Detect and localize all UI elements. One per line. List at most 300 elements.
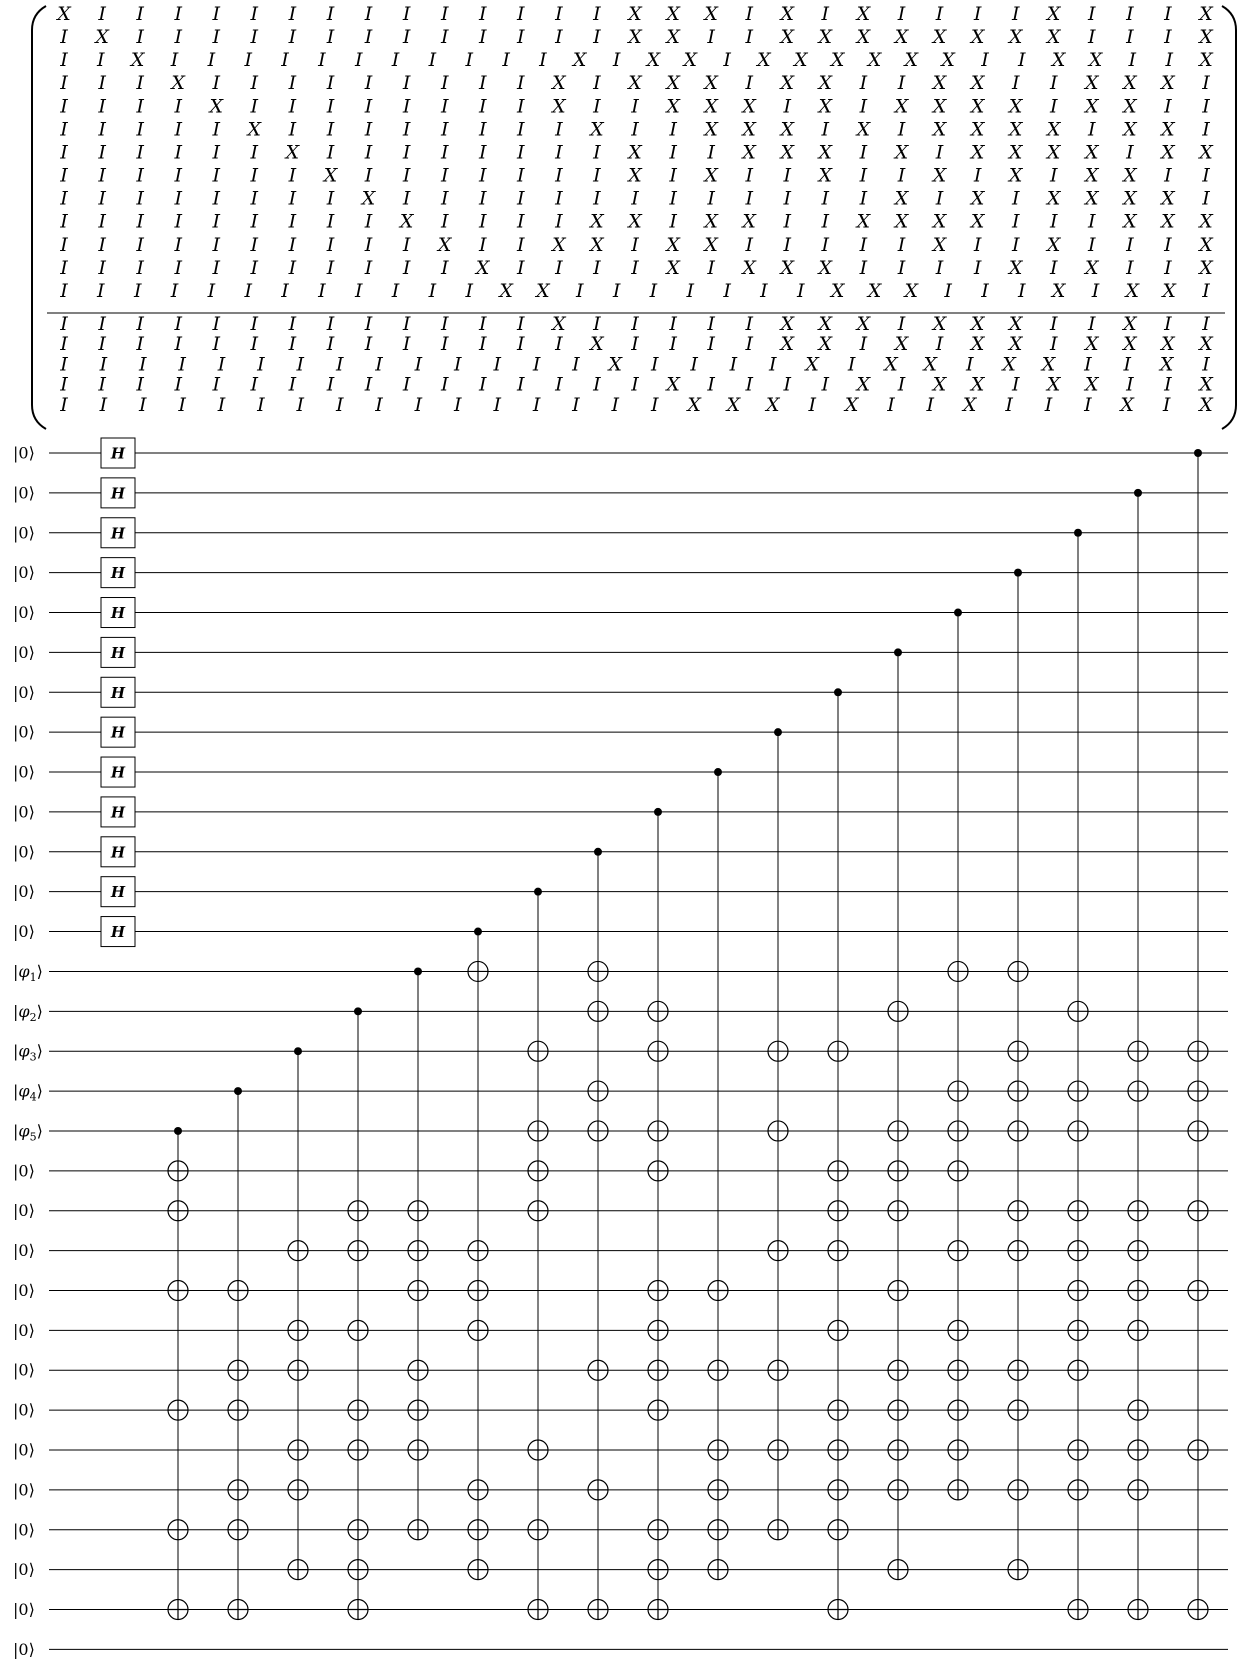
hadamard-label: H: [110, 604, 126, 623]
matrix-entry: I: [402, 141, 411, 164]
matrix-entry: I: [281, 280, 289, 302]
cnot-gate: [888, 648, 908, 1579]
matrix-entry: I: [326, 313, 335, 335]
matrix-entry: I: [250, 333, 259, 356]
matrix-entry: X: [1159, 353, 1174, 376]
matrix-entry: I: [669, 164, 677, 187]
wire-label: |0⟩: [13, 563, 35, 583]
matrix-entry: X: [1008, 333, 1023, 356]
wire-label: |0⟩: [13, 1201, 35, 1221]
target-oplus: [828, 1241, 848, 1261]
matrix-entry: X: [780, 313, 795, 335]
matrix-entry: I: [257, 393, 265, 416]
hadamard-gate: [101, 917, 135, 947]
matrix-entry: I: [335, 353, 344, 376]
target-oplus: [708, 1440, 728, 1460]
hadamard-label: H: [110, 444, 126, 463]
matrix-entry: I: [1049, 256, 1058, 279]
matrix-entry: X: [437, 233, 452, 256]
matrix-entry: I: [1088, 3, 1096, 25]
matrix-entry: I: [897, 72, 906, 95]
matrix-entry: I: [288, 256, 297, 279]
target-oplus: [888, 1001, 908, 1021]
matrix-entry: X: [247, 118, 262, 141]
target-oplus: [348, 1560, 368, 1580]
matrix-entry: X: [1199, 26, 1213, 49]
quantum-circuit: [13, 438, 1228, 1659]
matrix-entry: X: [830, 49, 845, 72]
matrix-entry: I: [783, 95, 792, 118]
matrix-entry: X: [628, 210, 642, 233]
matrix-entry: X: [742, 118, 756, 141]
matrix-entry: I: [364, 333, 373, 356]
hadamard-gate: [101, 837, 135, 867]
wire-label: |0⟩: [13, 1480, 35, 1500]
target-oplus: [888, 1201, 908, 1221]
matrix-entry: I: [821, 233, 830, 256]
matrix-entry: X: [970, 210, 985, 233]
matrix-entry: X: [780, 256, 795, 279]
matrix-entry: X: [399, 210, 414, 233]
target-oplus: [1008, 1480, 1028, 1500]
matrix-entry: X: [704, 3, 718, 25]
matrix-entry: I: [1088, 313, 1096, 335]
matrix-entry: I: [98, 313, 106, 335]
target-oplus: [768, 1241, 788, 1261]
matrix-entry: X: [780, 333, 795, 356]
matrix-entry: I: [244, 280, 252, 302]
matrix-entry: X: [95, 26, 109, 49]
matrix-entry: I: [707, 141, 715, 164]
matrix-entry: X: [742, 256, 756, 279]
matrix-entry: I: [60, 187, 68, 210]
matrix-entry: I: [478, 95, 487, 118]
matrix-entry: I: [174, 333, 182, 356]
matrix-entry: X: [970, 95, 985, 118]
matrix-entry: I: [517, 118, 525, 141]
matrix-entry: X: [666, 233, 680, 256]
matrix-entry: I: [60, 26, 68, 49]
matrix-entry: I: [318, 280, 326, 302]
matrix-entry: I: [1164, 233, 1172, 256]
wire-label: |0⟩: [13, 1600, 35, 1619]
matrix-entry: X: [590, 233, 604, 256]
matrix-cells: [55, 3, 1214, 416]
matrix-entry: I: [935, 141, 944, 164]
matrix-entry: I: [859, 141, 868, 164]
matrix-entry: I: [288, 164, 297, 187]
matrix-entry: I: [493, 353, 501, 376]
matrix-entry: X: [932, 210, 947, 233]
matrix-entry: I: [478, 187, 487, 210]
matrix-entry: I: [250, 256, 259, 279]
target-oplus: [948, 1081, 968, 1101]
matrix-entry: I: [440, 210, 449, 233]
matrix-entry: I: [354, 49, 363, 72]
wire-label: |0⟩: [13, 642, 35, 662]
matrix-entry: I: [136, 187, 144, 210]
wire-label: $|\varphi_4⟩$: [13, 1081, 43, 1104]
matrix-entry: I: [897, 164, 906, 187]
matrix-entry: I: [288, 3, 297, 25]
target-oplus: [948, 1121, 968, 1141]
matrix-entry: I: [555, 373, 563, 396]
matrix-entry: X: [171, 72, 185, 95]
hadamard-label: H: [110, 843, 126, 862]
target-oplus: [228, 1600, 248, 1620]
matrix-entry: I: [296, 353, 305, 376]
target-oplus: [768, 1520, 788, 1540]
matrix-entry: I: [965, 353, 974, 376]
target-oplus: [768, 1121, 788, 1141]
matrix-entry: X: [1199, 210, 1213, 233]
matrix-entry: I: [555, 164, 563, 187]
matrix-entry: I: [136, 210, 144, 233]
matrix-entry: I: [631, 333, 639, 356]
hadamard-gate: [101, 637, 135, 667]
matrix-entry: I: [593, 187, 601, 210]
matrix-entry: I: [326, 95, 335, 118]
matrix-entry: X: [1046, 26, 1061, 49]
matrix-entry: I: [1202, 353, 1210, 376]
matrix-entry: I: [631, 313, 639, 335]
matrix-entry: I: [98, 333, 106, 356]
matrix-entry: I: [136, 118, 144, 141]
matrix-entry: I: [593, 256, 601, 279]
matrix-entry: I: [364, 210, 373, 233]
matrix-entry: X: [590, 210, 604, 233]
matrix-entry: I: [136, 373, 144, 396]
matrix-entry: I: [250, 26, 259, 49]
matrix-entry: I: [707, 187, 715, 210]
matrix-entry: I: [60, 118, 68, 141]
target-oplus: [1068, 1201, 1088, 1221]
matrix-entry: I: [288, 72, 297, 95]
wire-label: |0⟩: [13, 722, 35, 742]
matrix-entry: I: [402, 333, 411, 356]
matrix-entry: X: [552, 95, 566, 118]
matrix-entry: I: [136, 95, 144, 118]
target-oplus: [1008, 1560, 1028, 1580]
matrix-entry: I: [174, 256, 182, 279]
matrix-entry: X: [932, 95, 947, 118]
matrix-entry: X: [894, 141, 909, 164]
matrix-entry: I: [1049, 210, 1058, 233]
wire-label: |0⟩: [13, 1320, 35, 1340]
control-dot: [174, 1127, 182, 1135]
matrix-entry: I: [745, 333, 753, 356]
wire-label: |0⟩: [13, 1281, 35, 1300]
target-oplus: [1068, 1320, 1088, 1340]
matrix-entry: I: [572, 353, 580, 376]
matrix-entry: X: [1085, 95, 1099, 118]
matrix-entry: X: [628, 26, 642, 49]
matrix-entry: I: [517, 72, 525, 95]
matrix-entry: X: [209, 95, 224, 118]
matrix-entry: X: [361, 187, 376, 210]
matrix-entry: I: [1088, 26, 1096, 49]
matrix-entry: X: [666, 373, 680, 396]
matrix-entry: X: [552, 233, 566, 256]
target-oplus: [888, 1360, 908, 1380]
control-dot: [354, 1007, 362, 1015]
target-oplus: [168, 1161, 188, 1181]
cnot-gate: [288, 1047, 308, 1579]
wire-label: |0⟩: [13, 1241, 35, 1261]
matrix-entry: I: [1084, 353, 1092, 376]
matrix-entry: I: [139, 353, 147, 376]
target-oplus: [828, 1480, 848, 1500]
matrix-entry: I: [136, 256, 144, 279]
matrix-entry: X: [794, 49, 808, 72]
target-oplus: [408, 1440, 428, 1460]
matrix-entry: I: [98, 141, 106, 164]
matrix-entry: X: [1002, 353, 1016, 376]
matrix-entry: I: [212, 3, 221, 25]
matrix-entry: X: [628, 3, 642, 25]
matrix-entry: X: [1199, 3, 1213, 25]
target-oplus: [708, 1360, 728, 1380]
matrix-entry: X: [666, 3, 680, 25]
matrix-entry: I: [1165, 49, 1173, 72]
matrix-entry: X: [970, 118, 985, 141]
hadamard-label: H: [110, 883, 126, 902]
matrix-entry: I: [502, 49, 510, 72]
matrix-entry: I: [217, 353, 226, 376]
matrix-entry: X: [704, 72, 718, 95]
target-oplus: [1188, 1041, 1208, 1061]
matrix-entry: I: [391, 280, 400, 302]
matrix-entry: I: [1011, 72, 1020, 95]
wire-label: |0⟩: [13, 682, 35, 702]
matrix-entry: I: [973, 3, 982, 25]
matrix-entry: I: [745, 72, 753, 95]
matrix-entry: I: [402, 3, 411, 25]
matrix-entry: I: [212, 187, 221, 210]
matrix-entry: X: [666, 72, 680, 95]
matrix-entry: X: [932, 118, 947, 141]
matrix-entry: X: [1123, 210, 1137, 233]
matrix-entry: I: [440, 72, 449, 95]
matrix-entry: I: [174, 164, 182, 187]
target-oplus: [288, 1320, 308, 1340]
target-oplus: [948, 1241, 968, 1261]
matrix-entry: I: [478, 3, 487, 25]
cnot-gate: [228, 1087, 248, 1619]
matrix-entry: I: [326, 72, 335, 95]
cnot-gate: [948, 609, 968, 1500]
matrix-entry: I: [478, 72, 487, 95]
hadamard-label: H: [110, 723, 126, 742]
matrix-entry: I: [250, 373, 259, 396]
matrix-entry: I: [440, 141, 449, 164]
matrix-entry: I: [440, 256, 449, 279]
matrix-entry: X: [844, 393, 859, 416]
matrix-entry: I: [723, 49, 731, 72]
target-oplus: [888, 1560, 908, 1580]
target-oplus: [168, 1201, 188, 1221]
matrix-entry: I: [98, 118, 106, 141]
matrix-entry: I: [555, 26, 563, 49]
matrix-entry: I: [973, 233, 982, 256]
matrix-entry: I: [257, 353, 265, 376]
matrix-entry: I: [1049, 72, 1058, 95]
matrix-entry: I: [745, 3, 753, 25]
matrix-entry: I: [465, 49, 473, 72]
hadamard-column: [101, 438, 135, 947]
target-oplus: [228, 1520, 248, 1540]
matrix-entry: I: [364, 141, 373, 164]
target-oplus: [528, 1520, 548, 1540]
matrix-entry: I: [797, 280, 805, 302]
wire-label: |0⟩: [13, 603, 35, 622]
target-oplus: [348, 1520, 368, 1540]
matrix-entry: I: [1049, 313, 1058, 335]
matrix-entry: X: [704, 118, 718, 141]
matrix-entry: I: [808, 393, 816, 416]
matrix-entry: I: [1202, 72, 1210, 95]
matrix-entry: I: [250, 313, 259, 335]
matrix-entry: I: [1128, 49, 1137, 72]
target-oplus: [408, 1241, 428, 1261]
target-oplus: [348, 1320, 368, 1340]
matrix-entry: I: [1164, 313, 1172, 335]
matrix-entry: I: [250, 141, 259, 164]
target-oplus: [888, 1280, 908, 1300]
hadamard-label: H: [110, 643, 126, 662]
matrix-entry: I: [517, 3, 525, 25]
matrix-entry: X: [1123, 95, 1137, 118]
matrix-entry: I: [364, 95, 373, 118]
matrix-entry: I: [690, 353, 698, 376]
matrix-entry: I: [745, 164, 753, 187]
matrix-entry: I: [707, 26, 715, 49]
matrix-entry: I: [478, 210, 487, 233]
matrix-entry: I: [729, 353, 738, 376]
matrix-entry: X: [1161, 187, 1175, 210]
matrix-entry: I: [555, 118, 563, 141]
matrix-entry: X: [1161, 333, 1175, 356]
matrix-entry: I: [650, 393, 659, 416]
matrix-entry: I: [707, 256, 715, 279]
control-dot: [234, 1087, 242, 1095]
target-oplus: [1068, 1001, 1088, 1021]
matrix-entry: X: [536, 280, 550, 302]
matrix-entry: I: [212, 313, 221, 335]
matrix-entry: I: [402, 233, 411, 256]
control-dot: [834, 688, 842, 696]
control-dot: [1074, 529, 1082, 537]
matrix-entry: I: [250, 233, 259, 256]
target-oplus: [648, 1560, 668, 1580]
matrix-entry: I: [478, 313, 487, 335]
wire-label: |0⟩: [13, 762, 35, 782]
matrix-entry: X: [1046, 141, 1061, 164]
matrix-entry: I: [212, 333, 221, 356]
wire-label: $|\varphi_2⟩$: [13, 1001, 43, 1024]
matrix-entry: X: [932, 373, 947, 396]
target-oplus: [1188, 1440, 1208, 1460]
matrix-entry: I: [1018, 49, 1026, 72]
matrix-entry: I: [440, 95, 449, 118]
target-oplus: [588, 1600, 608, 1620]
control-dot: [774, 728, 782, 736]
matrix-entry: I: [136, 26, 144, 49]
matrix-entry: I: [136, 233, 144, 256]
matrix-entry: I: [288, 373, 297, 396]
target-oplus: [888, 1400, 908, 1420]
matrix-entry: X: [552, 313, 566, 335]
matrix-entry: I: [174, 233, 182, 256]
matrix-entry: I: [174, 373, 182, 396]
matrix-entry: I: [60, 393, 68, 416]
matrix-entry: I: [593, 3, 601, 25]
target-oplus: [468, 1560, 488, 1580]
hadamard-label: H: [110, 763, 126, 782]
matrix-entry: X: [904, 49, 919, 72]
matrix-entry: I: [212, 373, 221, 396]
matrix-entry: I: [745, 187, 753, 210]
target-oplus: [1068, 1440, 1088, 1460]
matrix-entry: I: [859, 187, 868, 210]
target-oplus: [288, 1360, 308, 1380]
matrix-entry: I: [1088, 233, 1096, 256]
matrix-entry: X: [475, 256, 490, 279]
target-oplus: [828, 1201, 848, 1221]
target-oplus: [468, 1241, 488, 1261]
matrix-entry: X: [970, 187, 985, 210]
cnot-gate: [1188, 449, 1208, 1620]
target-oplus: [1008, 1241, 1028, 1261]
matrix-entry: I: [402, 256, 411, 279]
matrix-entry: X: [57, 3, 71, 25]
matrix-entry: I: [745, 373, 753, 396]
target-oplus: [948, 1161, 968, 1181]
wire-label: |0⟩: [13, 1520, 35, 1540]
target-oplus: [888, 1161, 908, 1181]
matrix-entry: X: [726, 393, 741, 416]
matrix-entry: I: [821, 373, 830, 396]
matrix-entry: I: [935, 256, 944, 279]
target-oplus: [768, 1440, 788, 1460]
target-oplus: [1068, 1081, 1088, 1101]
target-oplus: [528, 1440, 548, 1460]
matrix-entry: I: [98, 164, 106, 187]
matrix-entry: I: [1088, 118, 1096, 141]
matrix-entry: I: [572, 393, 580, 416]
cnot-gate: [708, 768, 728, 1580]
matrix-entry: X: [970, 373, 985, 396]
matrix-entry: I: [686, 280, 695, 302]
wire-label: |0⟩: [13, 483, 35, 503]
cnot-gate: [1008, 569, 1028, 1580]
wire-label: |0⟩: [13, 922, 35, 942]
hadamard-label: H: [110, 564, 126, 583]
matrix-entry: I: [612, 49, 621, 72]
matrix-entry: X: [666, 95, 680, 118]
matrix-entry: X: [666, 26, 680, 49]
matrix-entry: I: [669, 210, 677, 233]
target-oplus: [828, 1440, 848, 1460]
matrix-entry: I: [631, 233, 639, 256]
matrix-entry: I: [364, 373, 373, 396]
matrix-entry: I: [288, 210, 297, 233]
matrix-entry: I: [60, 256, 68, 279]
matrix-entry: I: [821, 118, 830, 141]
matrix-entry: I: [97, 49, 105, 72]
target-oplus: [708, 1520, 728, 1540]
matrix-entry: X: [932, 313, 947, 335]
